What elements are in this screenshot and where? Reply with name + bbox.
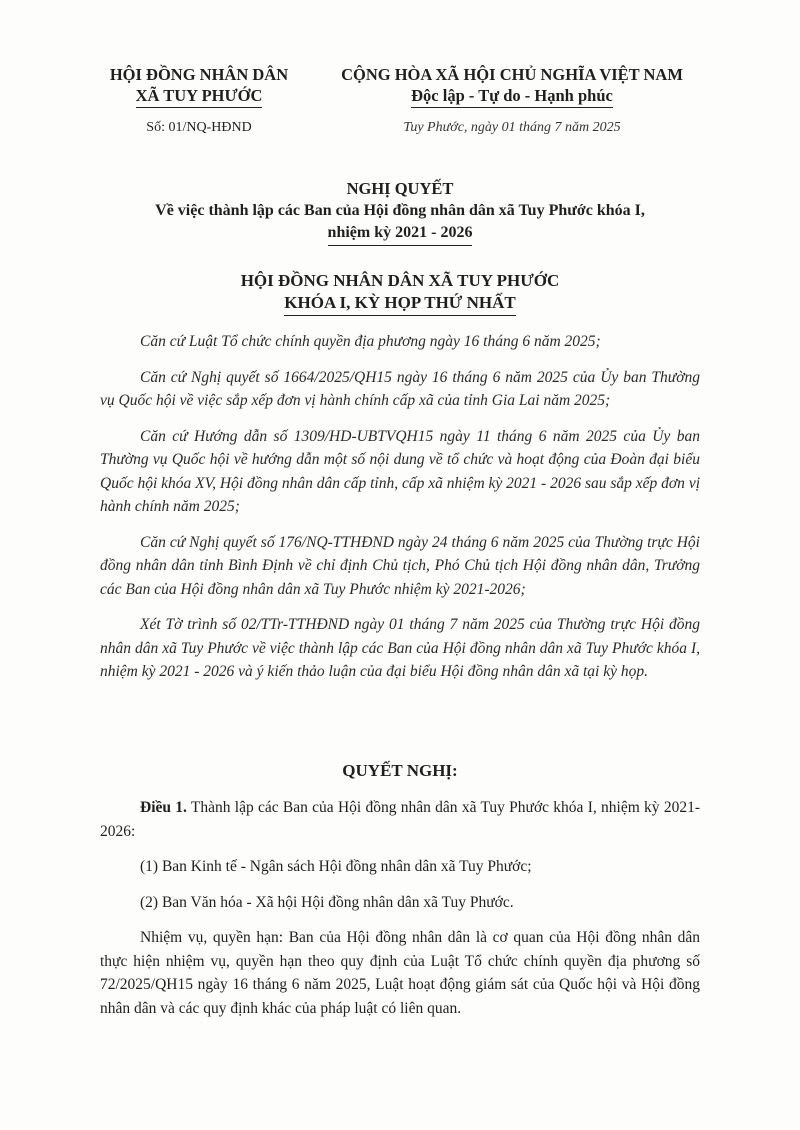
duties-paragraph: Nhiệm vụ, quyền hạn: Ban của Hội đồng nhân dân là cơ quan của Hội đồng nhân dân thực hiện nhiệm vụ, quyền hạn theo quy định của Luật Tổ chức chính quyền địa phương số 72/2025/QH15 ngày 16 tháng 6 năm 2025, Luật hoạt động giám sát của Quốc hội và Hội đồng nhân dân và các quy định khác của pháp luật có liên quan. [100, 929, 700, 1017]
legal-basis-2: Căn cứ Nghị quyết số 1664/2025/QH15 ngày 16 tháng 6 năm 2025 của Ủy ban Thường vụ Quốc hội về việc sắp xếp đơn vị hành chính cấp xã của tỉnh Gia Lai năm 2025; [100, 368, 700, 409]
authority-line-2: XÃ TUY PHƯỚC [136, 85, 263, 108]
legal-bases [100, 330, 700, 684]
motto: Độc lập - Tự do - Hạnh phúc [411, 85, 613, 108]
issuer-line-2: KHÓA I, KỲ HỌP THỨ NHẤT [284, 292, 515, 316]
country-name: CỘNG HÒA XÃ HỘI CHỦ NGHĨA VIỆT NAM [341, 65, 683, 84]
document-number: Số: 01/NQ-HĐND [146, 120, 252, 135]
legal-basis-3: Căn cứ Hướng dẫn số 1309/HD-UBTVQH15 ngày 11 tháng 6 năm 2025 của Ủy ban Thường vụ Quốc hội về hướng dẫn một số nội dung về tổ chức và hoạt động của Đoàn đại biểu Quốc hội khóa XV, Hội đồng nhân dân cấp tỉnh, cấp xã nhiệm kỳ 2021 - 2026 sau sắp xếp đơn vị hành chính năm 2025; [100, 427, 700, 515]
legal-basis-1: Căn cứ Luật Tổ chức chính quyền địa phương ngày 16 tháng 6 năm 2025; [140, 333, 601, 350]
issuer-line-1: HỘI ĐỒNG NHÂN DÂN XÃ TUY PHƯỚC [240, 271, 560, 290]
issuing-body [0, 270, 800, 316]
article-1-label: Điều 1. [140, 799, 187, 816]
document-type: NGHỊ QUYẾT [346, 179, 454, 198]
decision-heading: QUYẾT NGHỊ: [342, 761, 458, 780]
issue-date: Tuy Phước, ngày 01 tháng 7 năm 2025 [403, 120, 621, 135]
subject-line-1: Về việc thành lập các Ban của Hội đồng nhân dân xã Tuy Phước khóa I, [155, 202, 645, 219]
national-motto [312, 64, 712, 136]
legal-basis-4: Căn cứ Nghị quyết số 176/NQ-TTHĐND ngày 24 tháng 6 năm 2025 của Thường trực Hội đồng nhân dân tỉnh Bình Định về chỉ định Chủ tịch, Phó Chủ tịch Hội đồng nhân dân, Trưởng các Ban của Hội đồng nhân dân xã Tuy Phước nhiệm kỳ 2021-2026; [100, 533, 700, 598]
subject-line-2: nhiệm kỳ 2021 - 2026 [328, 222, 473, 246]
legal-basis-5: Xét Tờ trình số 02/TTr-TTHĐND ngày 01 tháng 7 năm 2025 của Thường trực Hội đồng nhân dân xã Tuy Phước về việc thành lập các Ban của Hội đồng nhân dân xã Tuy Phước khóa I, nhiệm kỳ 2021 - 2026 và ý kiến thảo luận của đại biểu Hội đồng nhân dân xã tại kỳ họp. [100, 616, 700, 680]
article-1 [100, 796, 700, 1020]
document-subject [0, 200, 800, 246]
committee-1: (1) Ban Kinh tế - Ngân sách Hội đồng nhân dân xã Tuy Phước; [140, 858, 532, 875]
committee-2: (2) Ban Văn hóa - Xã hội Hội đồng nhân dân xã Tuy Phước. [140, 893, 514, 911]
issuing-authority [88, 64, 310, 136]
article-1-text: Thành lập các Ban của Hội đồng nhân dân xã Tuy Phước khóa I, nhiệm kỳ 2021-2026: [100, 799, 700, 840]
authority-line-1: HỘI ĐỒNG NHÂN DÂN [109, 65, 289, 84]
